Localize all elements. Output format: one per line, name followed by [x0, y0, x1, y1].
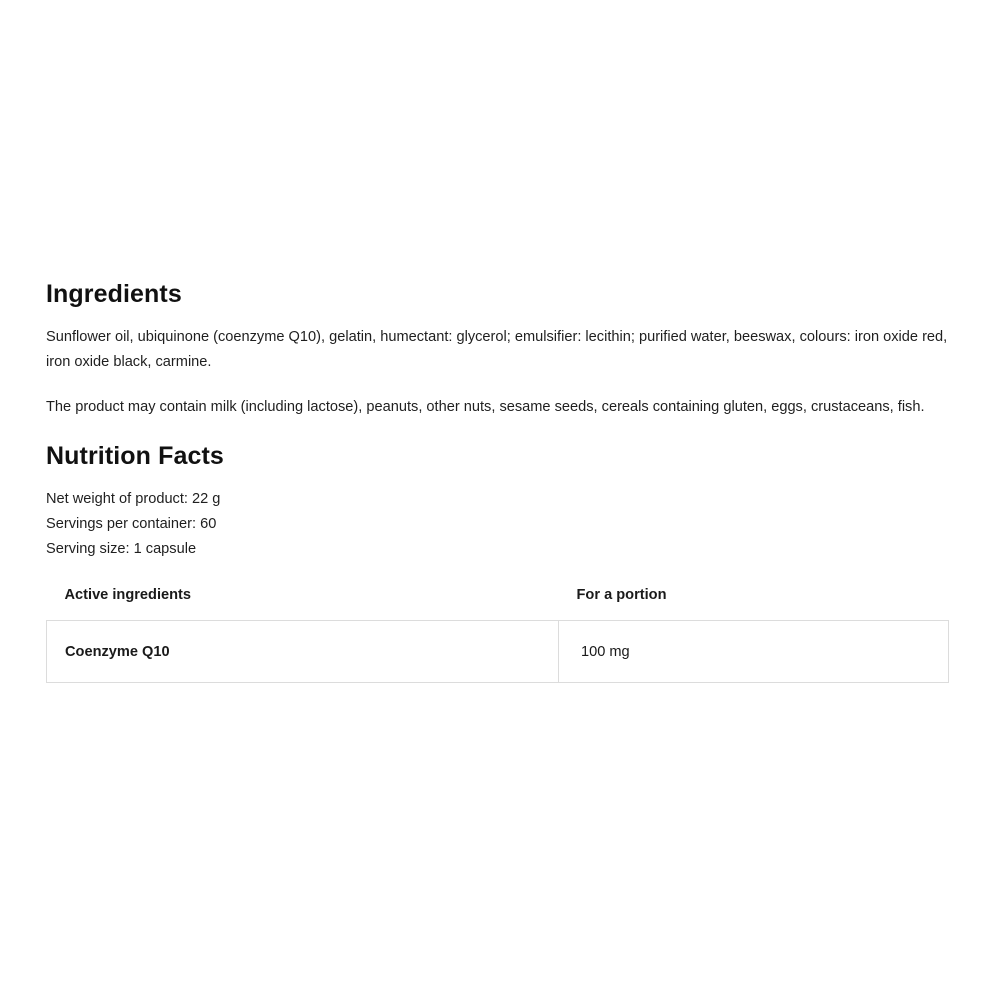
column-header-for-a-portion: For a portion [576, 587, 667, 603]
serving-size: Serving size: 1 capsule [46, 541, 197, 557]
servings-per-container: Servings per container: 60 [46, 516, 217, 532]
table-row [47, 621, 949, 683]
column-header-active-ingredients: Active ingredients [64, 587, 192, 603]
net-weight: Net weight of product: 22 g [46, 491, 221, 507]
allergens-text: The product may contain milk (including lactose), peanuts, other nuts, sesame seeds, cereals containing gluten, eggs, crustaceans, fish. [46, 399, 925, 415]
table-header-row [47, 570, 949, 621]
ingredients-text: Sunflower oil, ubiquinone (coenzyme Q10), gelatin, humectant: glycerol; emulsifier: lecithin; purified water, beeswax, colours: iron oxide red, iron oxide black, carmine. [46, 329, 948, 370]
ingredient-amount-cell: 100 mg [559, 621, 949, 683]
nutrition-table [46, 570, 949, 683]
nutrition-facts-heading: Nutrition Facts [46, 442, 224, 470]
ingredients-heading: Ingredients [46, 280, 182, 308]
product-details [46, 279, 950, 683]
ingredient-name-cell: Coenzyme Q10 [47, 621, 559, 683]
nutrition-facts-list [46, 487, 950, 562]
